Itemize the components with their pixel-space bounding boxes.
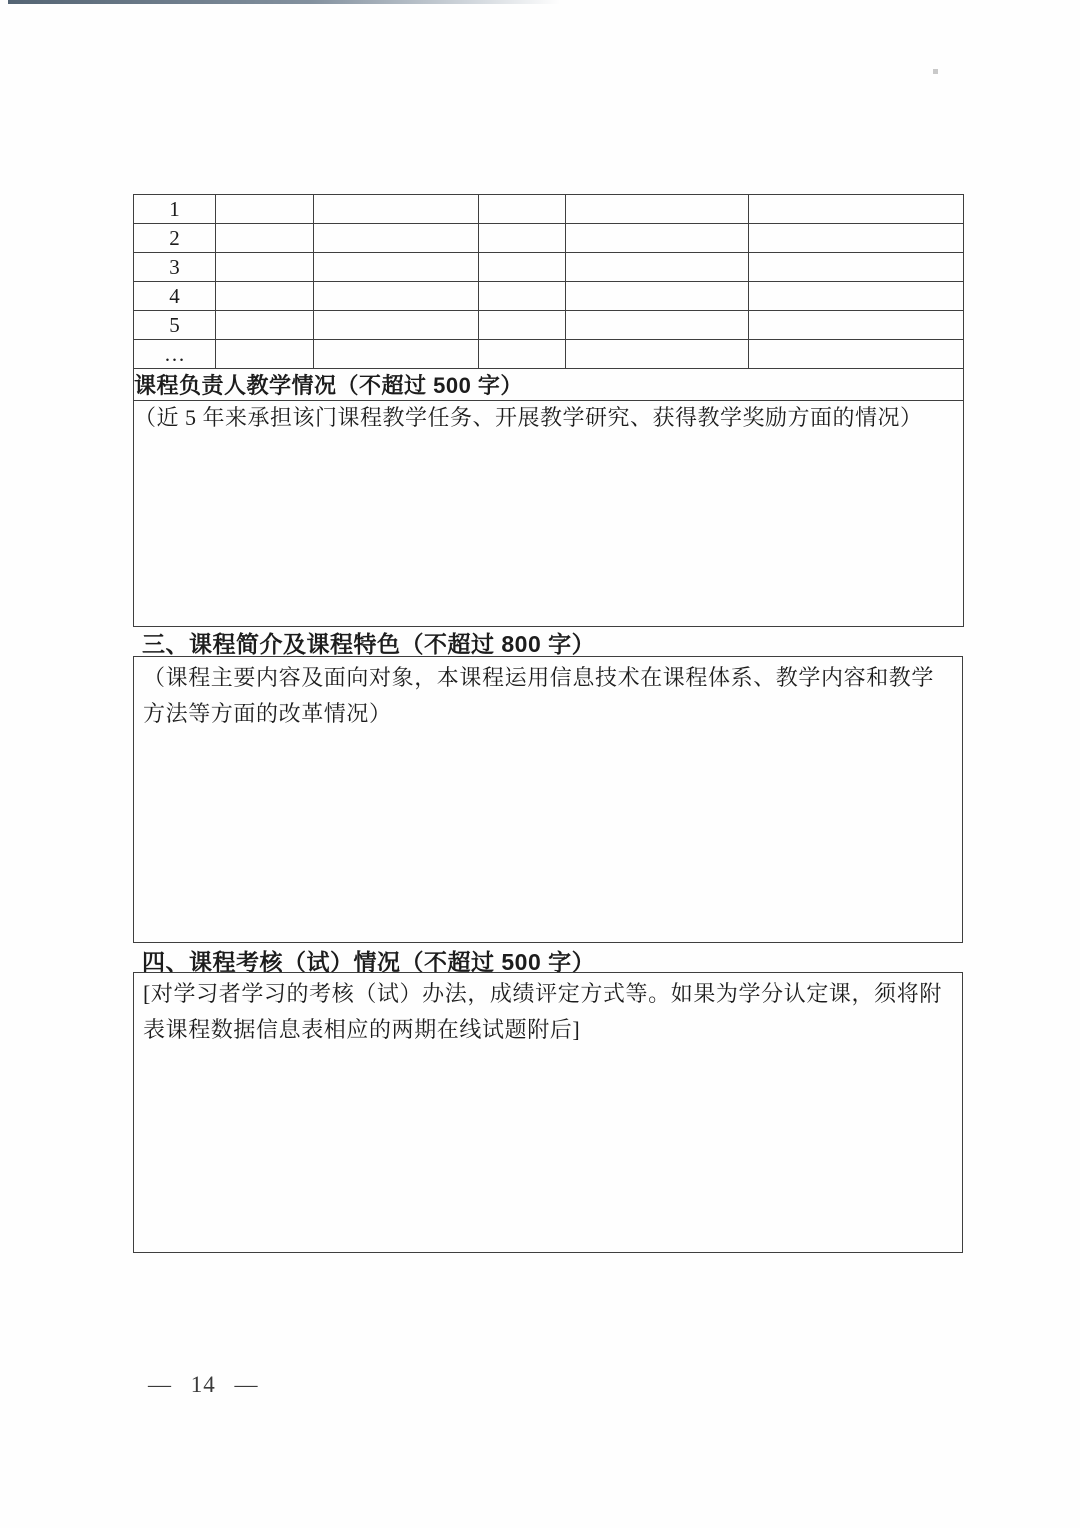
empty-cell bbox=[566, 340, 749, 369]
row-index-cell: … bbox=[134, 340, 216, 369]
page-number: — 14 — bbox=[148, 1372, 259, 1397]
leader-teaching-note: （近 5 年来承担该门课程教学任务、开展教学研究、获得教学奖励方面的情况） bbox=[134, 401, 964, 627]
empty-cell bbox=[314, 340, 479, 369]
table-row bbox=[134, 340, 964, 369]
table-row bbox=[134, 195, 964, 224]
empty-cell bbox=[314, 224, 479, 253]
empty-cell bbox=[479, 195, 566, 224]
row-index-cell: 4 bbox=[134, 282, 216, 311]
empty-cell bbox=[216, 311, 314, 340]
empty-cell bbox=[749, 253, 964, 282]
empty-cell bbox=[216, 224, 314, 253]
empty-cell bbox=[479, 224, 566, 253]
empty-cell bbox=[314, 253, 479, 282]
section-3-title: 三、课程简介及课程特色（不超过 800 字） bbox=[142, 631, 596, 657]
section-4-box bbox=[133, 972, 963, 1253]
empty-cell bbox=[566, 311, 749, 340]
empty-cell bbox=[479, 282, 566, 311]
empty-cell bbox=[216, 195, 314, 224]
empty-cell bbox=[314, 311, 479, 340]
empty-cell bbox=[749, 224, 964, 253]
table-row bbox=[134, 224, 964, 253]
empty-cell bbox=[479, 253, 566, 282]
leader-teaching-header: 课程负责人教学情况（不超过 500 字） bbox=[134, 369, 964, 401]
empty-cell bbox=[749, 195, 964, 224]
empty-cell bbox=[314, 195, 479, 224]
section-4-title: 四、课程考核（试）情况（不超过 500 字） bbox=[142, 949, 596, 975]
scan-artifact-line bbox=[8, 0, 560, 4]
empty-cell bbox=[216, 282, 314, 311]
row-index-cell: 3 bbox=[134, 253, 216, 282]
empty-cell bbox=[749, 282, 964, 311]
table-row bbox=[134, 282, 964, 311]
table-row bbox=[134, 311, 964, 340]
empty-cell bbox=[566, 253, 749, 282]
empty-cell bbox=[314, 282, 479, 311]
scan-artifact-dot bbox=[933, 69, 938, 74]
row-index-cell: 5 bbox=[134, 311, 216, 340]
empty-cell bbox=[479, 311, 566, 340]
section-3-note: （课程主要内容及面向对象，本课程运用信息技术在课程体系、教学内容和教学方法等方面的改革情况） bbox=[143, 665, 935, 726]
empty-cell bbox=[216, 340, 314, 369]
leader-header-row bbox=[134, 369, 964, 401]
row-index-cell: 1 bbox=[134, 195, 216, 224]
section-3-box bbox=[133, 656, 963, 943]
empty-cell bbox=[749, 340, 964, 369]
course-continuation-table bbox=[133, 194, 964, 627]
section-4-note: [对学习者学习的考核（试）办法，成绩评定方式等。如果为学分认定课，须将附表课程数据信息表相应的两期在线试题附后] bbox=[143, 981, 942, 1042]
empty-cell bbox=[479, 340, 566, 369]
leader-note-row bbox=[134, 401, 964, 627]
empty-cell bbox=[566, 282, 749, 311]
empty-cell bbox=[566, 195, 749, 224]
empty-cell bbox=[216, 253, 314, 282]
empty-cell bbox=[566, 224, 749, 253]
row-index-cell: 2 bbox=[134, 224, 216, 253]
empty-cell bbox=[749, 311, 964, 340]
table-row bbox=[134, 253, 964, 282]
